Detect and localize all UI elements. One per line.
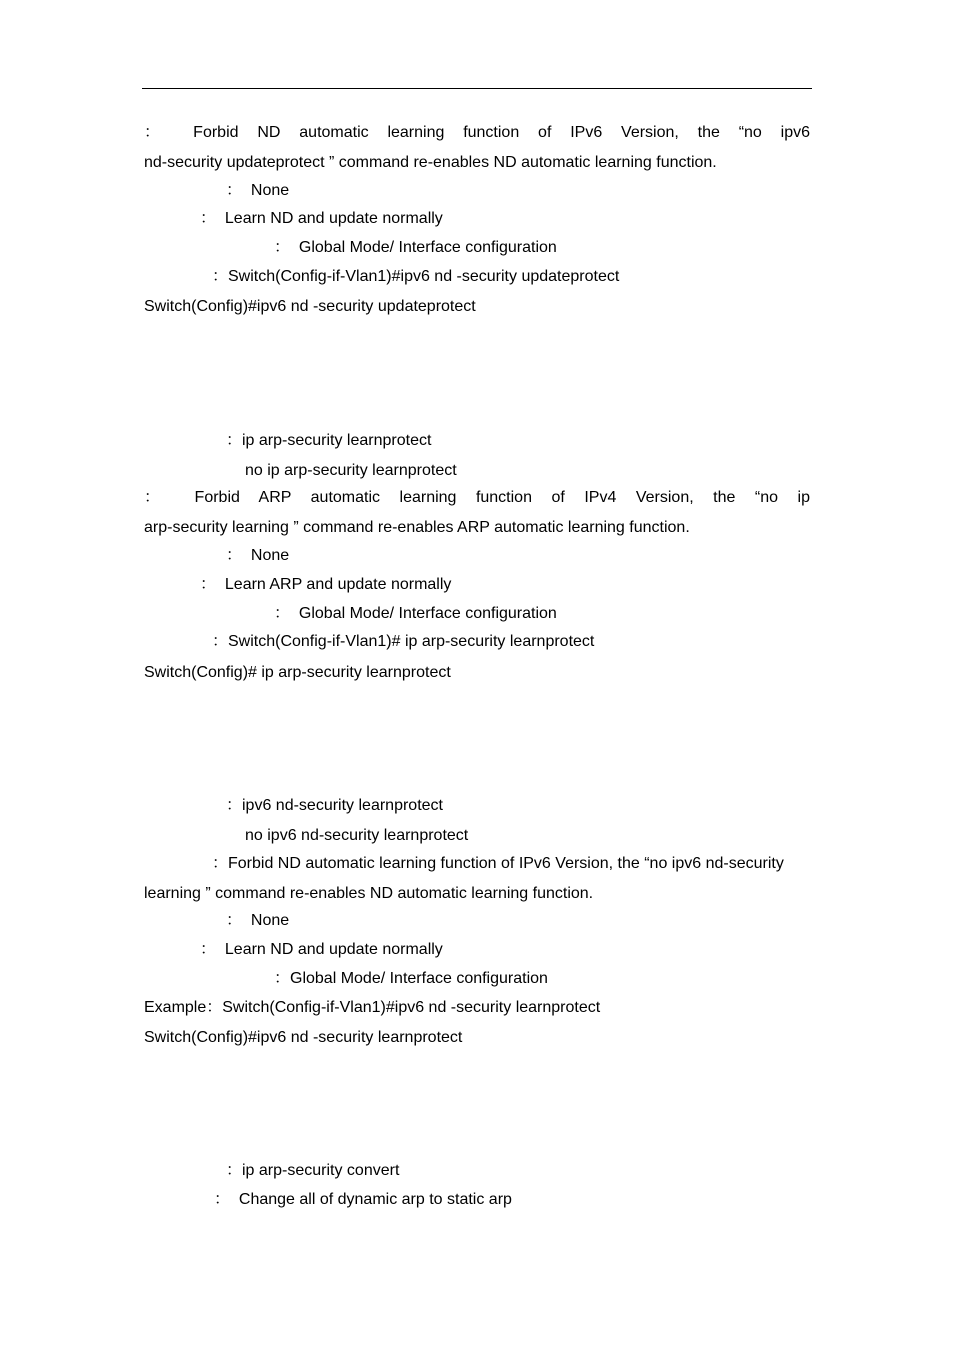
s3-description-line1: ：Forbid ND automatic learning function of IPv6 Version, the “no ipv6 nd-security bbox=[212, 855, 784, 872]
s3-example-line2: Switch(Config)#ipv6 nd -security learnprotect bbox=[144, 1029, 463, 1046]
s2-command-mode: ： Global Mode/ Interface configuration bbox=[274, 605, 557, 622]
s3-description-line2: learning ” command re-enables ND automatic learning function. bbox=[144, 885, 594, 902]
s2-description-line2: arp-security learning ” command re-enables ARP automatic learning function. bbox=[144, 519, 690, 536]
s3-command: ：ipv6 nd-security learnprotect bbox=[226, 797, 443, 814]
s2-default-action: ： Learn ARP and update normally bbox=[200, 576, 452, 593]
s2-default: ： None bbox=[226, 547, 290, 564]
s2-command: ：ip arp-security learnprotect bbox=[226, 432, 432, 449]
s4-description: ： Change all of dynamic arp to static arp bbox=[214, 1191, 512, 1208]
s1-description-line1: ： Forbid ND automatic learning function of IPv6 Version, the “no ipv6 bbox=[144, 124, 810, 141]
s1-command-mode: ： Global Mode/ Interface configuration bbox=[274, 239, 557, 256]
s4-command: ：ip arp-security convert bbox=[226, 1162, 400, 1179]
s1-example-line1: ：Switch(Config-if-Vlan1)#ipv6 nd -security updateprotect bbox=[212, 268, 620, 285]
s2-example-line1: ：Switch(Config-if-Vlan1)# ip arp-security learnprotect bbox=[212, 633, 595, 650]
s3-no-command: no ipv6 nd-security learnprotect bbox=[245, 827, 469, 844]
s3-default: ： None bbox=[226, 912, 290, 929]
s2-example-line2: Switch(Config)# ip arp-security learnprotect bbox=[144, 664, 451, 681]
s2-no-command: no ip arp-security learnprotect bbox=[245, 462, 457, 479]
s3-command-mode: ：Global Mode/ Interface configuration bbox=[274, 970, 548, 987]
s1-default-action: ： Learn ND and update normally bbox=[200, 210, 443, 227]
s3-example-line1: Example：Switch(Config-if-Vlan1)#ipv6 nd -security learnprotect bbox=[144, 999, 601, 1016]
s1-description-line2: nd-security updateprotect ” command re-enables ND automatic learning function. bbox=[144, 154, 717, 171]
header-rule bbox=[142, 88, 812, 89]
s2-description-line1: ： Forbid ARP automatic learning function of IPv4 Version, the “no ip bbox=[144, 489, 810, 506]
s3-default-action: ： Learn ND and update normally bbox=[200, 941, 443, 958]
s1-default: ： None bbox=[226, 182, 290, 199]
s1-example-line2: Switch(Config)#ipv6 nd -security updateprotect bbox=[144, 298, 476, 315]
